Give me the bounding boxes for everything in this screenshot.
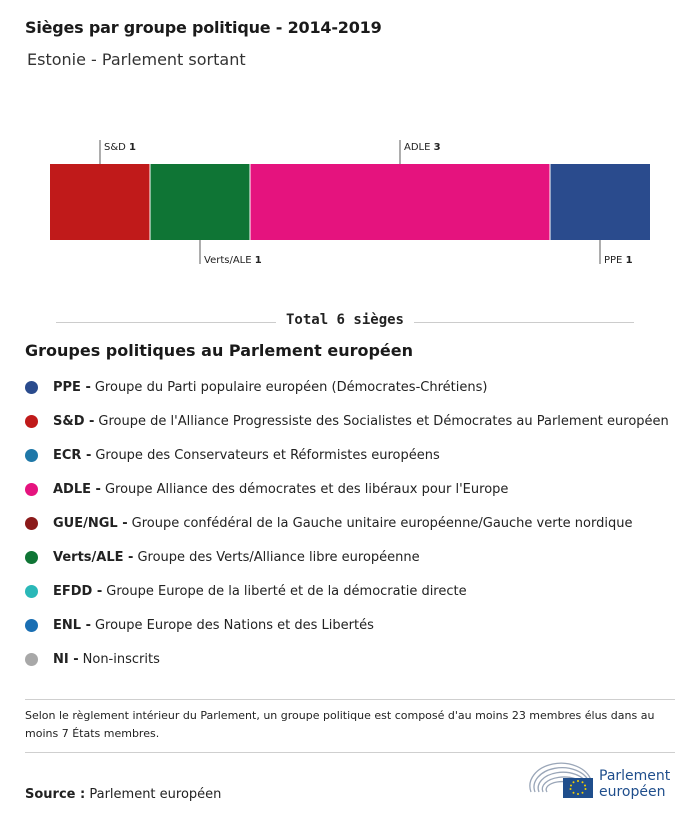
legend-list <box>25 370 669 676</box>
chart-subtitle: Estonie - Parlement sortant <box>27 50 246 69</box>
legend-text: Groupe Europe des Nations et des Libertés <box>94 617 374 633</box>
source-line <box>25 787 221 802</box>
logo-line-2: européen <box>599 784 666 800</box>
logo-line-1: Parlement <box>599 768 671 784</box>
legend-dot <box>25 653 38 666</box>
legend-abbr: S&D - <box>53 413 95 429</box>
legend-dot <box>25 415 38 428</box>
legend-item <box>25 370 669 404</box>
footer-note: Selon le règlement intérieur du Parlement, un groupe politique est composé d'au moins 23 membres élus dans au moins 7 États membres. <box>25 709 655 740</box>
total-seats-label: Total 6 sièges <box>276 312 414 328</box>
legend-text: Groupe Europe de la liberté et de la démocratie directe <box>106 583 467 599</box>
footer-divider-top <box>25 699 675 700</box>
legend-dot <box>25 517 38 530</box>
legend-item <box>25 438 669 472</box>
legend-text: Groupe des Conservateurs et Réformistes européens <box>95 447 440 463</box>
legend-abbr: ADLE - <box>53 481 101 497</box>
logo-wordmark <box>599 768 670 800</box>
legend-text: Groupe confédéral de la Gauche unitaire européenne/Gauche verte nordique <box>131 515 633 531</box>
stacked-seat-bar-chart <box>0 130 700 280</box>
source-label: Source : <box>25 787 86 802</box>
legend-abbr: PPE - <box>53 379 91 395</box>
legend-item <box>25 540 669 574</box>
legend-abbr: EFDD - <box>53 583 103 599</box>
legend-abbr: ENL - <box>53 617 91 633</box>
total-seats <box>56 312 634 332</box>
legend-dot <box>25 483 38 496</box>
legend-dot <box>25 585 38 598</box>
legend-abbr: Verts/ALE - <box>53 549 134 565</box>
segment-label: PPE 1 <box>604 255 633 266</box>
legend-dot <box>25 449 38 462</box>
bar-segment-2 <box>250 164 550 240</box>
segment-label: S&D 1 <box>104 142 136 153</box>
bar-segment-1 <box>150 164 250 240</box>
legend-item <box>25 608 669 642</box>
legend-dot <box>25 381 38 394</box>
bar-segment-0 <box>50 164 150 240</box>
legend-item <box>25 574 669 608</box>
source-value: Parlement européen <box>89 787 222 802</box>
parliament-logo <box>529 762 679 802</box>
chart-title: Sièges par groupe politique - 2014-2019 <box>25 18 382 37</box>
legend-text: Groupe du Parti populaire européen (Démocrates-Chrétiens) <box>94 379 488 395</box>
legend-text: Groupe de l'Alliance Progressiste des Socialistes et Démocrates au Parlement européen <box>98 413 669 429</box>
footer-divider-bottom <box>25 752 675 753</box>
segment-label: ADLE 3 <box>404 142 441 153</box>
legend-item <box>25 404 669 438</box>
legend-item <box>25 472 669 506</box>
bar-segment-3 <box>550 164 650 240</box>
legend-title: Groupes politiques au Parlement européen <box>25 341 414 360</box>
european-parliament-hemicycle-flag-icon <box>529 762 595 802</box>
legend-abbr: NI - <box>53 651 79 667</box>
legend-text: Groupe Alliance des démocrates et des libéraux pour l'Europe <box>104 481 509 497</box>
legend-text: Non-inscrits <box>82 651 160 667</box>
legend-abbr: ECR - <box>53 447 92 463</box>
legend-text: Groupe des Verts/Alliance libre européenne <box>137 549 420 565</box>
legend-dot <box>25 619 38 632</box>
legend-item <box>25 506 669 540</box>
legend-abbr: GUE/NGL - <box>53 515 128 531</box>
legend-item <box>25 642 669 676</box>
segment-label: Verts/ALE 1 <box>204 255 262 266</box>
legend-dot <box>25 551 38 564</box>
